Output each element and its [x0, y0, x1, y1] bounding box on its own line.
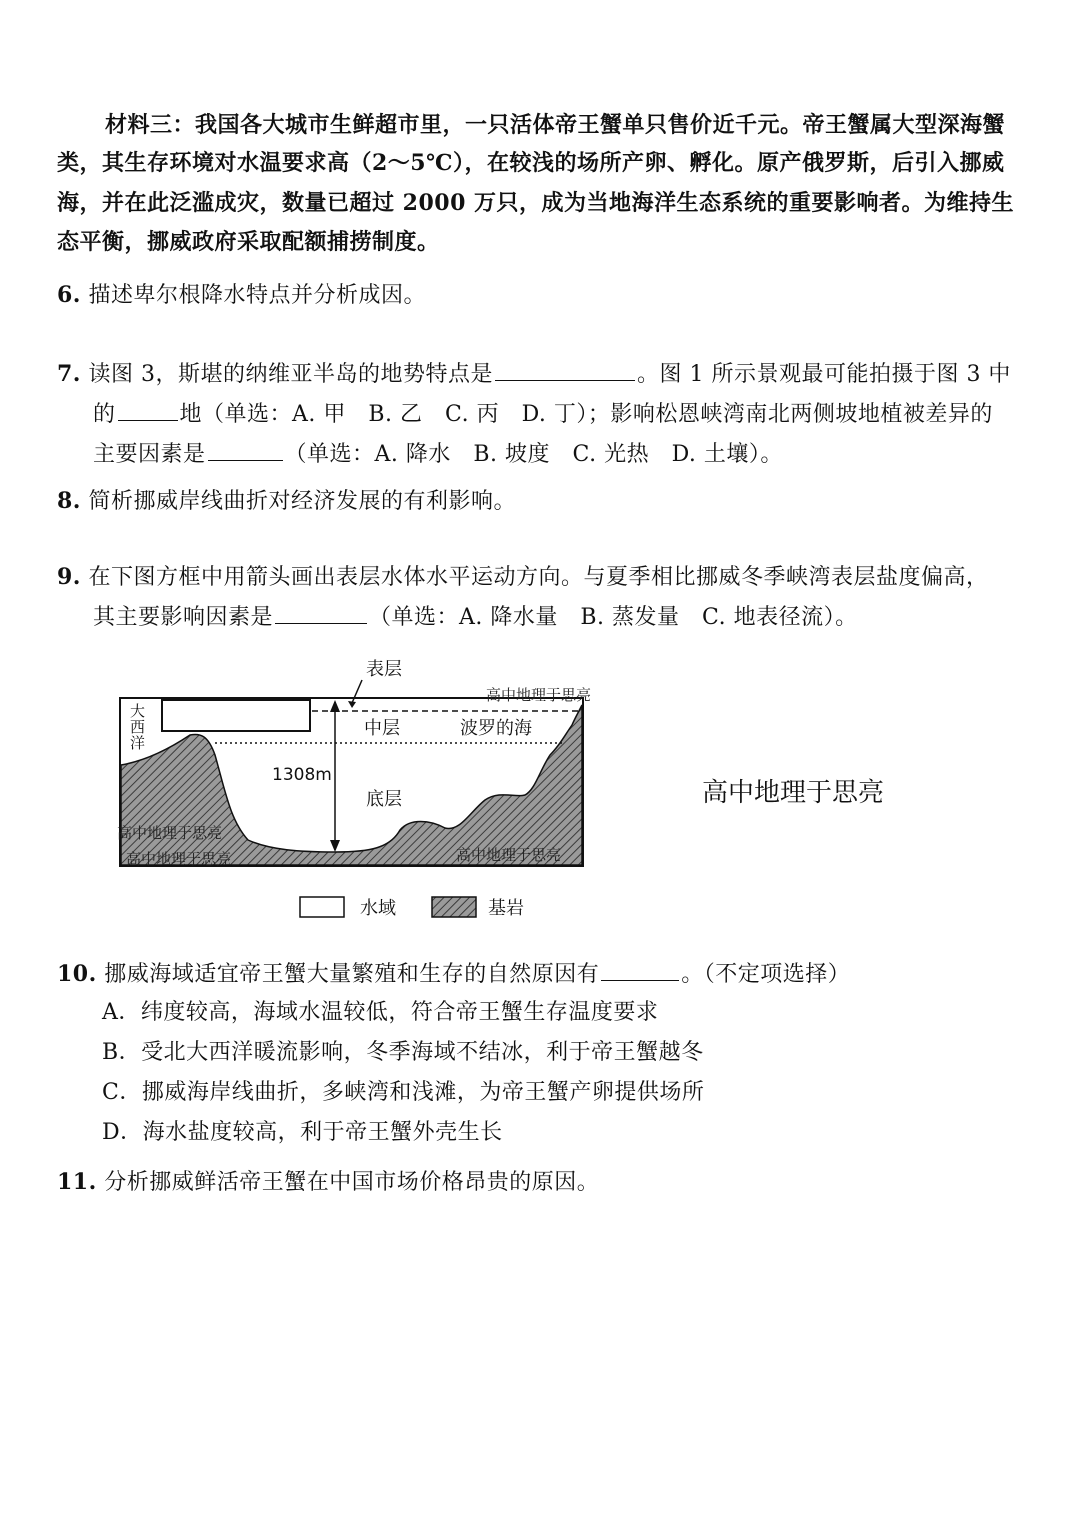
label-atlantic-3: 洋: [130, 734, 146, 752]
question-6-text: 描述卑尔根降水特点并分析成因。: [88, 283, 426, 308]
question-11-number: 11.: [57, 1169, 97, 1195]
watermark-diagram-left2: 高中地理于思亮: [126, 850, 232, 868]
material3-line1: 材料三：我国各大城市生鲜超市里，一只活体帝王蟹单只售价近千元。帝王蟹属大型深海蟹: [105, 112, 1006, 138]
legend-bedrock-label: 基岩: [488, 898, 524, 919]
question-9-text-c: （单选：A. 降水量 B. 蒸发量 C. 地表径流）。: [369, 605, 858, 630]
question-10-option-d[interactable]: D．海水盐度较高，利于帝王蟹外壳生长: [102, 1120, 503, 1145]
legend-water-label: 水域: [360, 898, 396, 919]
material3-line4: 态平衡，挪威政府采取配额捕捞制度。: [57, 229, 440, 255]
question-7-text-f: （单选：A. 降水 B. 坡度 C. 光热 D. 土壤）。: [284, 442, 783, 467]
material3-line2: 类，其生存环境对水温要求高（2～5℃），在较浅的场所产卵、孵化。原产俄罗斯，后引入挪威: [57, 150, 1005, 176]
answer-blank-natural-reasons[interactable]: [601, 958, 679, 981]
question-10-stem: [57, 958, 850, 990]
question-10-text-b: 。（不定项选择）: [681, 962, 851, 987]
material3-line3: 海，并在此泛滥成灾，数量已超过 2000 万只，成为当地海洋生态系统的重要影响者。为维持生: [57, 190, 1015, 216]
legend-water-swatch: [300, 897, 344, 917]
label-surface: 表层: [366, 659, 402, 680]
question-7-number: 7.: [57, 361, 81, 387]
label-bottom: 底层: [366, 789, 402, 810]
label-baltic: 波罗的海: [460, 718, 532, 739]
question-10-text-a: 挪威海域适宜帝王蟹大量繁殖和生存的自然原因有: [104, 962, 600, 987]
watermark-diagram-left1: 高中地理于思亮: [117, 824, 223, 842]
question-9-number: 9.: [57, 564, 81, 590]
watermark-right: 高中地理于思亮: [702, 778, 885, 808]
question-7-text-d: 地（单选：A. 甲 B. 乙 C. 丙 D. 丁）；影响松恩峡湾南北两侧坡地植被差异的: [179, 402, 993, 427]
question-11-text: 分析挪威鲜活帝王蟹在中国市场价格昂贵的原因。: [104, 1170, 600, 1195]
question-7-text-e: 主要因素是: [93, 442, 206, 467]
watermark-diagram-top: 高中地理于思亮: [486, 686, 592, 704]
legend-bedrock-swatch: [432, 897, 476, 917]
question-10-option-a[interactable]: A．纬度较高，海域水温较低，符合帝王蟹生存温度要求: [102, 1000, 659, 1025]
question-11: [57, 1167, 599, 1198]
question-7-text-a: 读图 3，斯堪的纳维亚半岛的地势特点是: [88, 362, 493, 387]
question-8-text: 简析挪威岸线曲折对经济发展的有利影响。: [88, 489, 516, 514]
question-6-number: 6.: [57, 282, 81, 308]
label-atlantic-2: 西: [130, 718, 146, 736]
arrow-answer-box[interactable]: [162, 700, 310, 731]
question-10-option-b[interactable]: B．受北大西洋暖流影响，冬季海域不结冰，利于帝王蟹越冬: [102, 1040, 704, 1065]
question-7-text-b: 。图 1 所示景观最可能拍摄于图 3 中: [636, 362, 1011, 387]
question-9-text-a: 在下图方框中用箭头画出表层水体水平运动方向。与夏季相比挪威冬季峡湾表层盐度偏高，: [88, 565, 989, 590]
question-10-option-c[interactable]: C．挪威海岸线曲折，多峡湾和浅滩，为帝王蟹产卵提供场所: [102, 1080, 705, 1105]
label-atlantic-1: 大: [130, 702, 146, 720]
question-10-number: 10.: [57, 961, 97, 987]
question-9-text-b: 其主要影响因素是: [93, 605, 274, 630]
label-middle: 中层: [364, 718, 400, 739]
watermark-diagram-right: 高中地理于思亮: [456, 846, 562, 864]
question-8-number: 8.: [57, 488, 81, 514]
question-7-text-c: 的: [93, 402, 116, 427]
label-depth: 1308m: [272, 765, 332, 785]
